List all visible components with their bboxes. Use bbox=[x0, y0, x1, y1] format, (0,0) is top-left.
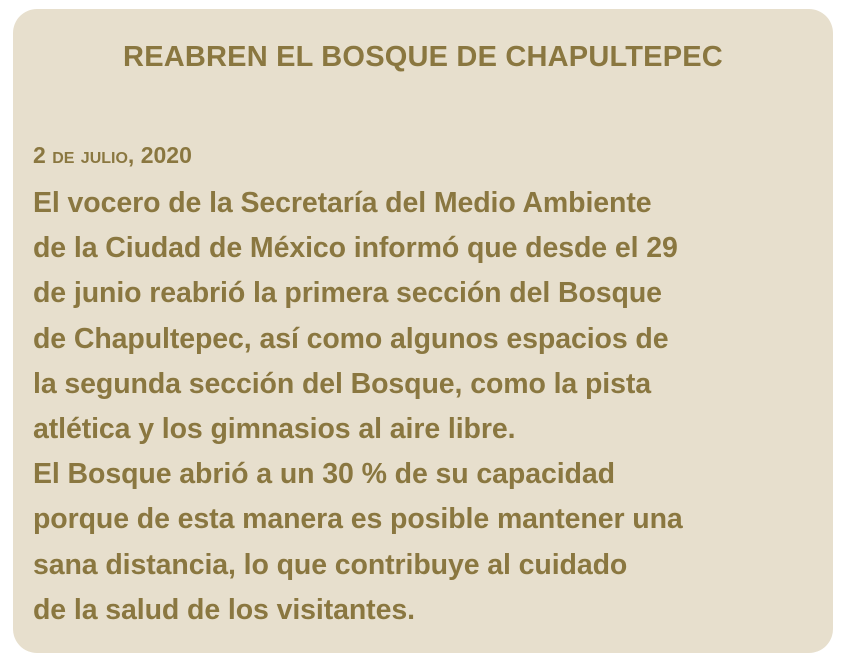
body-line: de la Ciudad de México informó que desde el 29 bbox=[33, 232, 678, 265]
date-year: , 2020 bbox=[127, 142, 192, 168]
body-line: porque de esta manera es posible mantener una bbox=[33, 503, 683, 536]
news-card bbox=[13, 9, 833, 653]
body-line: El Bosque abrió a un 30 % de su capacidad bbox=[33, 458, 615, 491]
article-body bbox=[33, 181, 823, 633]
body-line: sana distancia, lo que contribuye al cuidado bbox=[33, 548, 628, 581]
body-line: El vocero de la Secretaría del Medio Ambiente bbox=[33, 187, 652, 219]
date-month: de julio bbox=[52, 142, 128, 168]
article-date bbox=[33, 140, 192, 170]
body-line: de la salud de los visitantes. bbox=[33, 593, 415, 626]
body-line: de junio reabrió la primera sección del Bosque bbox=[33, 277, 662, 310]
article-title: REABREN EL BOSQUE DE CHAPULTEPEC bbox=[123, 41, 723, 73]
date-day: 2 bbox=[33, 142, 46, 168]
body-line: atlética y los gimnasios al aire libre. bbox=[33, 413, 516, 446]
body-line: de Chapultepec, así como algunos espacios de bbox=[33, 322, 669, 355]
body-line: la segunda sección del Bosque, como la pista bbox=[33, 367, 652, 400]
